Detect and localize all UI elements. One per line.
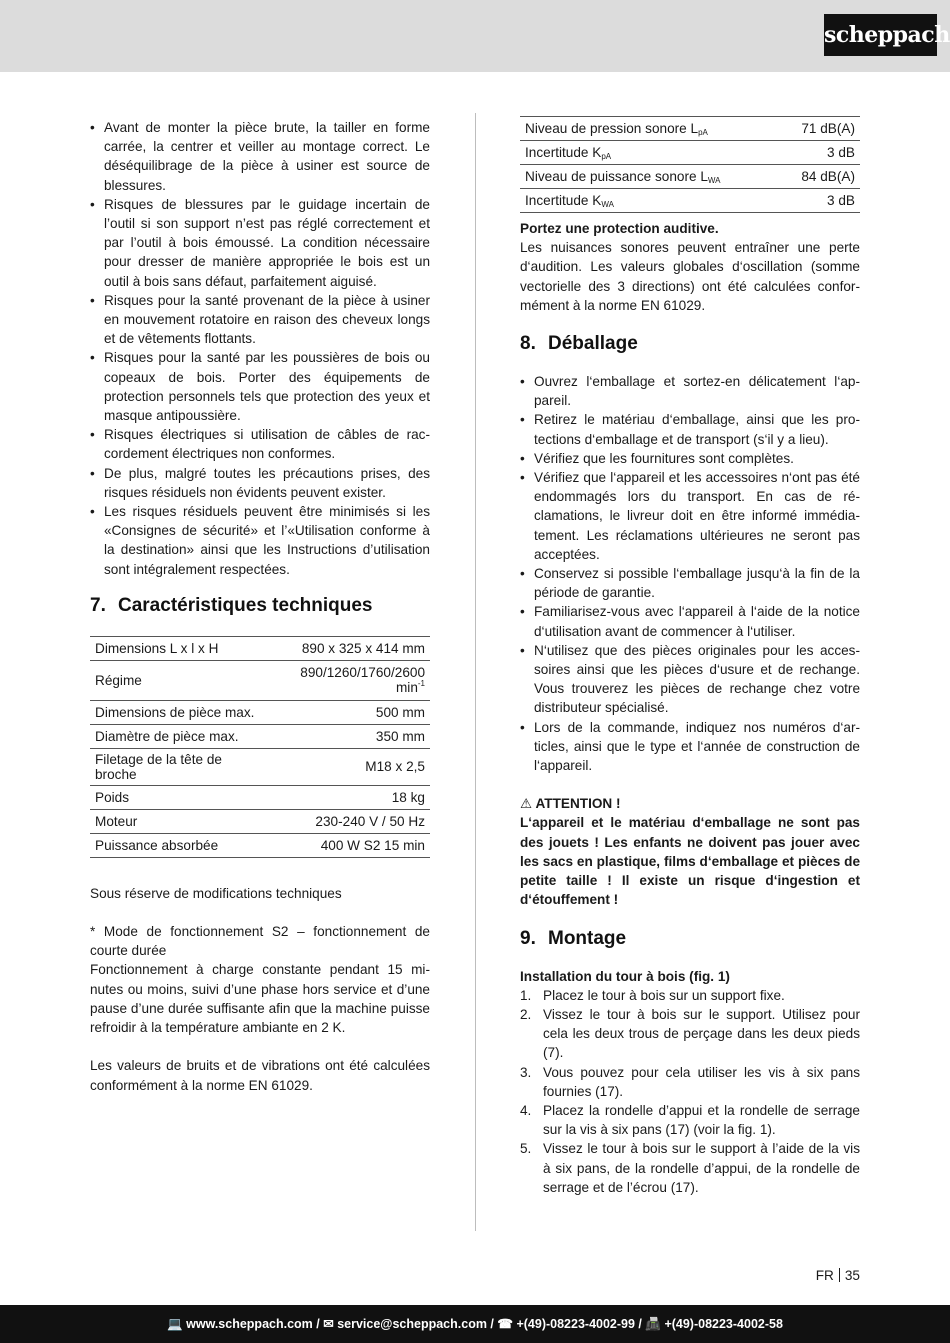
phone-number: +(49)-08223-4002-99 /	[516, 1317, 642, 1331]
spec-label: Dimensions de pièce max.	[90, 700, 260, 724]
step-text: Placez la rondelle d’appui et la rondelle de serrage sur la vis à six pans (17) (voir la fig. 1).	[543, 1102, 860, 1138]
list-item: • Retirez le matériau d‘emballage, ainsi que les protections d‘emballage et de transport (s‘il y a lieu).	[520, 410, 860, 448]
s2-mode-description: Fonctionnement à charge constante pendant 15 minutes ou moins, suivi d’une phase hors service et d’une pause d’une durée suffisante afin que la machine puisse refroidir à la température ambiante en 2 K.	[90, 962, 430, 1036]
residual-risks-list	[90, 118, 430, 579]
section-8-heading	[520, 332, 860, 356]
section-7-heading	[90, 594, 430, 618]
spec-value: 400 W S2 15 min	[260, 833, 430, 857]
table-row	[90, 809, 430, 833]
sound-label	[520, 117, 780, 141]
attention-title: ATTENTION !	[535, 796, 621, 812]
sound-label-subscript: pA	[698, 128, 708, 137]
sound-label-subscript: WA	[707, 176, 721, 185]
table-row	[90, 636, 430, 660]
spec-label: Dimensions L x l x H	[90, 636, 260, 660]
step-number: 5.	[520, 1141, 532, 1157]
spec-unit: min	[395, 680, 418, 696]
list-item: • Risques pour la santé par les poussières de bois ou copeaux de bois. Porter des équipements de protection personnels tels que protection des yeux et masque antipoussière.	[90, 348, 430, 425]
sound-value: 3 dB	[780, 189, 860, 213]
s2-mode-title: * Mode de fonctionnement S2 – fonctionnement de courte durée	[90, 924, 430, 959]
list-item: • Familiarisez-vous avec l‘appareil à l‘aide de la notice d‘utilisation avant de commencer à l‘utiliser.	[520, 602, 860, 640]
attention-heading	[520, 794, 860, 813]
installation-subtitle: Installation du tour à bois (fig. 1)	[520, 968, 730, 984]
step-text: Vous pouvez pour cela utiliser les vis à six pans fournies (17).	[543, 1064, 860, 1099]
sound-value: 84 dB(A)	[780, 165, 860, 189]
noise-vibration-note: Les valeurs de bruits et de vibrations ont été calculées conformément à la norme EN 61029.	[90, 1058, 430, 1093]
list-item: • Risques de blessures par le guidage incertain de l’outil si son support n’est pas réglé correctement et par l’outil à bois émoussé. La condition nécessaire pour dresser de manière appropriée le bois est un outil à bois sans défaut, parfaitement aiguisé.	[90, 195, 430, 291]
section-number: 9.	[520, 927, 536, 949]
list-item: • De plus, malgré toutes les précautions prises, des risques résiduels non évidents peuvent exister.	[90, 464, 430, 502]
spec-label: Poids	[90, 785, 260, 809]
computer-icon: 💻	[167, 1317, 183, 1331]
spec-value	[260, 660, 430, 700]
list-item: • Les risques résiduels peuvent être minimisés si les «Consignes de sécurité» et l’«Utilisation conforme à la destination» ainsi que les Instructions d’utilisation sont intégralement respectées.	[90, 502, 430, 579]
spec-label: Puissance absorbée	[90, 833, 260, 857]
mail-icon: ✉	[323, 1317, 334, 1331]
spec-value: 230-240 V / 50 Hz	[260, 809, 430, 833]
table-row	[90, 724, 430, 748]
page-language: FR	[815, 1268, 834, 1283]
section-9-heading	[520, 927, 860, 951]
section-number: 8.	[520, 333, 536, 355]
email-link[interactable]: service@scheppach.com /	[337, 1317, 494, 1331]
modifications-note: Sous réserve de modifications techniques	[90, 885, 342, 901]
spec-label: Régime	[90, 660, 260, 700]
list-item: • Conservez si possible l‘emballage jusqu‘à la fin de la période de garantie.	[520, 564, 860, 602]
table-row	[520, 117, 860, 141]
table-row	[520, 189, 860, 213]
spec-value: 18 kg	[260, 785, 430, 809]
warning-triangle-icon: ⚠	[520, 796, 533, 812]
brand-logo: scheppach	[824, 14, 937, 56]
sound-label-text: Niveau de pression sonore L	[525, 121, 699, 136]
step-number: 4.	[520, 1102, 532, 1118]
step-text: Vissez le tour à bois sur le support. Utilisez pour cela les deux trous de perçage dans les deux pieds (7).	[543, 1006, 860, 1061]
sound-value: 71 dB(A)	[780, 117, 860, 141]
list-item: • Lors de la commande, indiquez nos numéros d‘articles, ainsi que le type et l‘année de construction de l‘appareil.	[520, 718, 860, 776]
page-number	[790, 1266, 860, 1285]
table-row	[90, 748, 430, 785]
list-item: • Avant de monter la pièce brute, la tailler en forme carrée, la centrer et veiller au montage correct. Le déséquilibrage de la pièce à usiner est source de blessures.	[90, 118, 430, 195]
hearing-protection-title: Portez une protection auditive.	[520, 221, 719, 236]
right-column	[520, 116, 860, 1197]
list-item	[520, 1063, 860, 1101]
list-item: • Ouvrez l‘emballage et sortez-en délicatement l‘appareil.	[520, 372, 860, 410]
list-item: • Risques électriques si utilisation de câbles de raccordement électriques non conformes.	[90, 425, 430, 463]
list-item: • Vérifiez que les fournitures sont complètes.	[520, 449, 860, 468]
table-row	[520, 141, 860, 165]
installation-steps	[520, 986, 860, 1197]
list-item: • N‘utilisez que des pièces originales pour les accessoires ainsi que les pièces d‘usure et de rechange. Vous trouverez les pièces de rechange chez votre distributeur spécialisé.	[520, 641, 860, 718]
fax-icon: 📠	[645, 1317, 661, 1331]
spec-value: M18 x 2,5	[260, 748, 430, 785]
website-link[interactable]: www.scheppach.com /	[186, 1317, 320, 1331]
table-row	[90, 660, 430, 700]
step-number: 3.	[520, 1064, 532, 1080]
section-number: 7.	[90, 594, 106, 616]
step-text: Placez le tour à bois sur un support fixe.	[543, 987, 785, 1003]
list-item	[520, 986, 860, 1005]
spec-label: Filetage de la tête de broche	[90, 748, 260, 785]
sound-value: 3 dB	[780, 141, 860, 165]
list-item	[520, 1139, 860, 1197]
step-number: 1.	[520, 987, 532, 1003]
spec-value-text: 890/1260/1760/2600	[300, 665, 425, 681]
sound-label-text: Incertitude K	[525, 145, 602, 160]
list-item: • Risques pour la santé provenant de la pièce à usiner en mouvement rotatoire en raison des cheveux longs et de vêtements flottants.	[90, 291, 430, 349]
spec-value: 500 mm	[260, 700, 430, 724]
table-row	[90, 785, 430, 809]
spec-unit-exponent: -1	[417, 679, 425, 689]
spec-label: Diamètre de pièce max.	[90, 724, 260, 748]
unpacking-list	[520, 372, 860, 775]
table-row	[90, 700, 430, 724]
sound-label	[520, 165, 780, 189]
technical-data-table	[90, 636, 430, 858]
section-title: Caractéristiques techniques	[118, 594, 373, 616]
step-text: Vissez le tour à bois sur le support à l’aide de la vis à six pans, de la rondelle d’appui, de la rondelle de serrage et de l’écrou (17).	[543, 1141, 860, 1195]
sound-label-subscript: pA	[601, 152, 612, 161]
column-divider	[475, 113, 476, 1231]
spec-value: 890 x 325 x 414 mm	[260, 636, 430, 660]
list-item	[520, 1101, 860, 1139]
left-column	[90, 118, 430, 1095]
sound-label-text: Niveau de puissance sonore L	[525, 169, 708, 184]
table-row	[90, 833, 430, 857]
sound-label	[520, 189, 780, 213]
phone-icon: ☎	[497, 1317, 513, 1331]
sound-label-text: Incertitude K	[525, 193, 602, 208]
page-number-separator	[839, 1268, 840, 1282]
section-title: Déballage	[548, 333, 638, 355]
spec-label: Moteur	[90, 809, 260, 833]
fax-number: +(49)-08223-4002-58	[664, 1317, 783, 1331]
list-item: • Vérifiez que l‘appareil et les accessoires n‘ont pas été endommagés lors du transport. En cas de réclamations, le livreur doit en être informé immédiatement. Les réclamations ultérieures ne seront pas acceptées.	[520, 468, 860, 564]
section-title: Montage	[548, 927, 627, 949]
list-item	[520, 1005, 860, 1063]
table-row	[520, 165, 860, 189]
sound-label-subscript: WA	[601, 200, 614, 209]
attention-text: L‘appareil et le matériau d‘emballage ne sont pas des jouets ! Les enfants ne doivent pas jouer avec les sacs en plastique, films d‘emballage et pièces de petite taille ! Il existe un risque d‘ingestion et d‘étouffement !	[520, 815, 860, 908]
header-band	[0, 0, 950, 72]
page-number-value: 35	[844, 1268, 860, 1283]
sound-values-table	[520, 116, 860, 213]
sound-label	[520, 141, 780, 165]
step-number: 2.	[520, 1006, 532, 1022]
spec-value: 350 mm	[260, 724, 430, 748]
hearing-protection-text: Les nuisances sonores peuvent entraîner une perte d‘audition. Les valeurs globales d‘oscillation (somme vectorielle des 3 directions) ont été calculées conformément à la norme EN 61029.	[520, 240, 860, 313]
contact-footer	[0, 1305, 950, 1343]
